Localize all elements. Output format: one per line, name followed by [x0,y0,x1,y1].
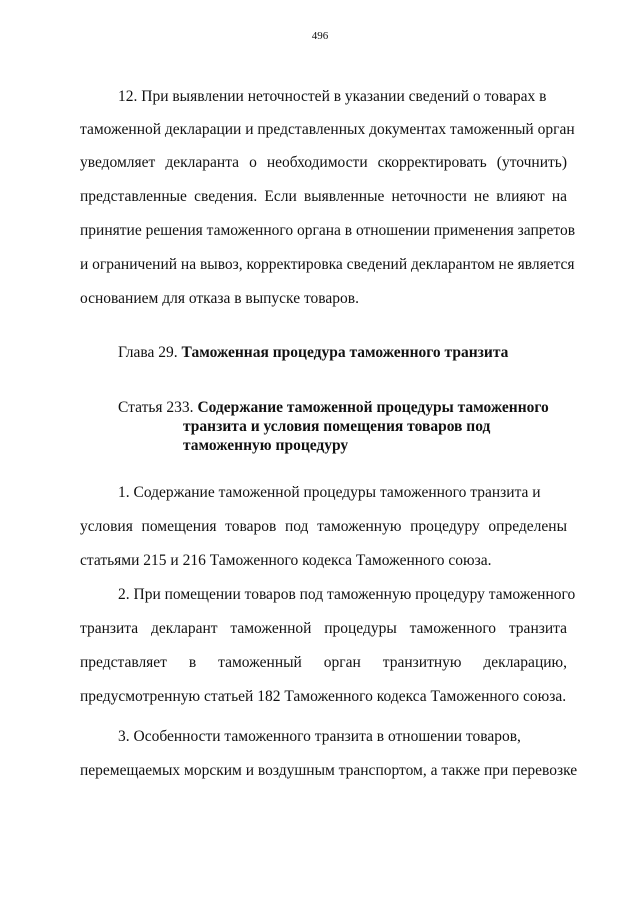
article-title-line: таможенную процедуру [183,437,349,454]
paragraph-line: и ограничений на вывоз, корректировка сведений декларантом не является [80,256,575,273]
paragraph-line: 1. Содержание таможенной процедуры таможенного транзита и [118,484,541,501]
paragraph-line: основанием для отказа в выпуске товаров. [80,290,359,307]
page-number: 496 [311,30,329,42]
paragraph-line: уведомляет декларанта о необходимости скорректировать (уточнить) [80,154,567,171]
paragraph-line: условия помещения товаров под таможенную процедуру определены [80,518,567,535]
paragraph-line: транзита декларант таможенной процедуры таможенного транзита [80,620,567,637]
paragraph-line: 2. При помещении товаров под таможенную процедуру таможенного [118,586,576,603]
chapter-title: Таможенная процедура таможенного транзита [181,344,509,361]
article-title-line: транзита и условия помещения товаров под [183,418,491,435]
paragraph-line: таможенной декларации и представленных документах таможенный орган [80,121,575,138]
paragraph-line: представленные сведения. Если выявленные неточности не влияют на [80,188,567,205]
paragraph-line: перемещаемых морским и воздушным транспортом, а также при перевозке [80,762,578,779]
chapter-heading [118,344,508,362]
article-heading [118,399,549,417]
paragraph-line: представляет в таможенный орган транзитную декларацию, [80,654,567,671]
paragraph-line: 3. Особенности таможенного транзита в отношении товаров, [118,728,521,745]
article-title-line: Содержание таможенной процедуры таможенного [197,399,549,416]
chapter-label: Глава 29. [118,344,178,361]
article-label: Статья 233. [118,399,194,416]
paragraph-line: предусмотренную статьей 182 Таможенного кодекса Таможенного союза. [80,688,567,705]
paragraph-line: статьями 215 и 216 Таможенного кодекса Таможенного союза. [80,552,492,569]
paragraph-line: принятие решения таможенного органа в отношении применения запретов [80,222,576,239]
paragraph-line: 12. При выявлении неточностей в указании сведений о товарах в [118,88,547,105]
